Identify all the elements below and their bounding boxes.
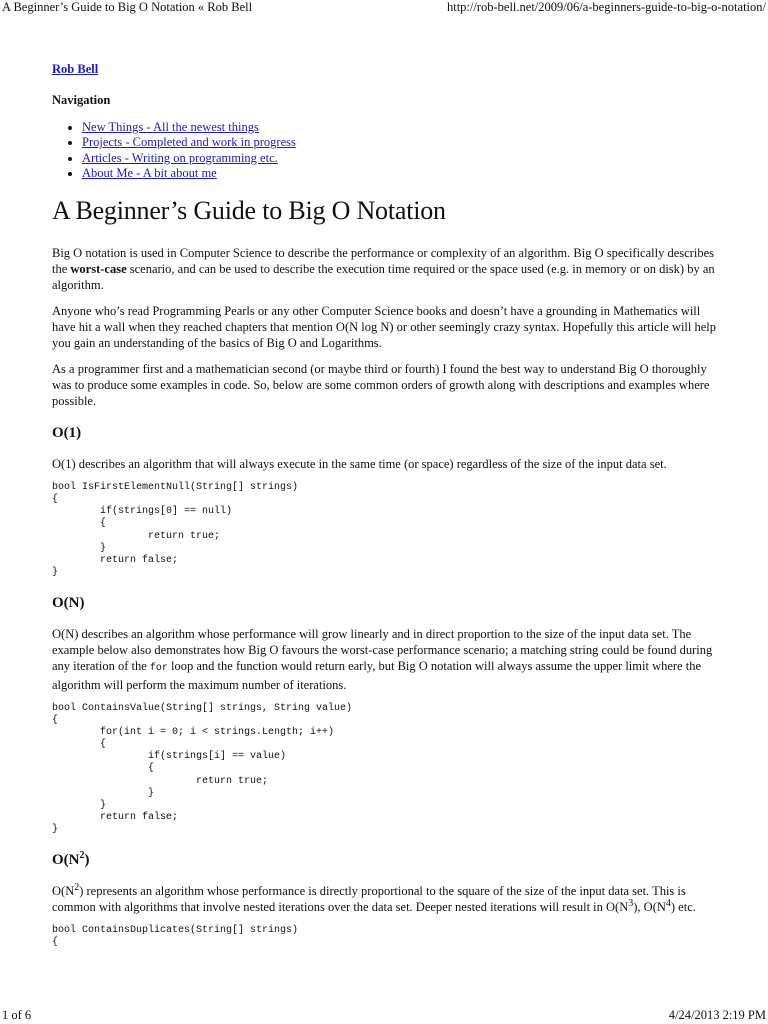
- on2-sup-2: 3: [628, 897, 634, 909]
- on-inline-code: for: [149, 662, 168, 674]
- nav-link-projects[interactable]: Projects - Completed and work in progress: [82, 135, 296, 150]
- on-text-a: O(N) describes an algorithm whose performance will grow linearly and in direct proportion to the size of the input data set. The example below also demonstrates how Big O favours the worst-case performance scenario; a matching string could be found during any iteration of the: [52, 626, 713, 673]
- on2-text-b: ) represents an algorithm whose performance is directly proportional to the square of the size of the input data set. This is common with algorithms that involve nested iterations over the data set. Deeper nested iterations will result in O(N: [52, 883, 686, 914]
- nav-item-about-me: [82, 166, 718, 181]
- article-title: A Beginner’s Guide to Big O Notation: [52, 196, 446, 226]
- print-page-number: 1 of 6: [2, 1008, 32, 1022]
- on2-sup-3: 4: [665, 897, 671, 909]
- on2-heading-base: O(N: [52, 851, 80, 868]
- nav-item-projects: [82, 135, 718, 150]
- print-page-url: http://rob-bell.net/2009/06/a-beginners-guide-to-big-o-notation/: [446, 0, 766, 14]
- navigation-heading: Navigation: [52, 93, 111, 107]
- on2-description: [52, 883, 718, 915]
- on-text-b: loop and the function would return early, but Big O notation will always assume the upper limit where the algorithm will perform the maximum number of iterations.: [52, 658, 702, 692]
- print-footer: [0, 1008, 768, 1023]
- intro1-text-b: scenario, and can be used to describe the execution time required or the space used (e.g. in memory or on disk) by an algorithm.: [52, 262, 715, 293]
- on-description: [52, 626, 718, 693]
- on2-sup-1: 2: [74, 881, 80, 893]
- nav-link-articles[interactable]: Articles - Writing on programming etc.: [82, 150, 278, 165]
- site-title-link[interactable]: Rob Bell: [52, 62, 99, 76]
- o1-code-block: bool IsFirstElementNull(String[] strings) { if(strings[0] == null) { return true; } return false; }: [52, 482, 299, 578]
- nav-item-new-things: [82, 120, 718, 135]
- section-heading-on: O(N): [52, 594, 85, 611]
- site-title: [52, 62, 718, 77]
- on2-heading-sup: 2: [79, 849, 85, 861]
- on2-text-c: ), O(N: [633, 899, 666, 914]
- on2-text-a: O(N: [52, 883, 75, 898]
- nav-link-about-me[interactable]: About Me - A bit about me: [82, 165, 217, 180]
- navigation-list: [52, 120, 718, 181]
- nav-item-articles: [82, 151, 718, 166]
- print-header: [0, 0, 768, 15]
- intro-paragraph-1: [52, 245, 718, 293]
- on2-code-block: bool ContainsDuplicates(String[] strings) {: [52, 924, 299, 949]
- page-content: [52, 62, 718, 959]
- intro-paragraph-3: As a programmer first and a mathematician second (or maybe third or fourth) I found the best way to understand Big O thoroughly was to produce some examples in code. So, below are some common orders of growth along with descriptions and examples where possible.: [52, 362, 710, 409]
- o1-description: O(1) describes an algorithm that will always execute in the same time (or space) regardless of the size of the input data set.: [52, 457, 667, 472]
- intro1-bold: worst-case: [70, 262, 127, 277]
- on-code-block: bool ContainsValue(String[] strings, String value) { for(int i = 0; i < strings.Length; i++) { if(strings[i] == value) { return true; } } return false; }: [52, 702, 353, 835]
- nav-link-new-things[interactable]: New Things - All the newest things: [82, 120, 259, 134]
- print-datetime: 4/24/2013 2:19 PM: [668, 1008, 766, 1022]
- print-page-title: A Beginner’s Guide to Big O Notation « Rob Bell: [2, 0, 253, 14]
- intro1-text-a: Big O notation is used in Computer Science to describe the performance or complexity of an algorithm. Big O specifically describes the: [52, 246, 714, 277]
- section-heading-on2: [52, 849, 718, 869]
- intro-paragraph-2: Anyone who’s read Programming Pearls or any other Computer Science books and doesn’t have a grounding in Mathematics will have hit a wall when they reached chapters that mention O(N log N) or other seemingly crazy syntax. Hopefully this article will help you gain an understanding of the basics of Big O and Logarithms.: [52, 304, 717, 351]
- on2-text-d: ) etc.: [670, 899, 696, 914]
- on2-heading-end: ): [84, 851, 90, 868]
- section-heading-o1: O(1): [52, 425, 82, 442]
